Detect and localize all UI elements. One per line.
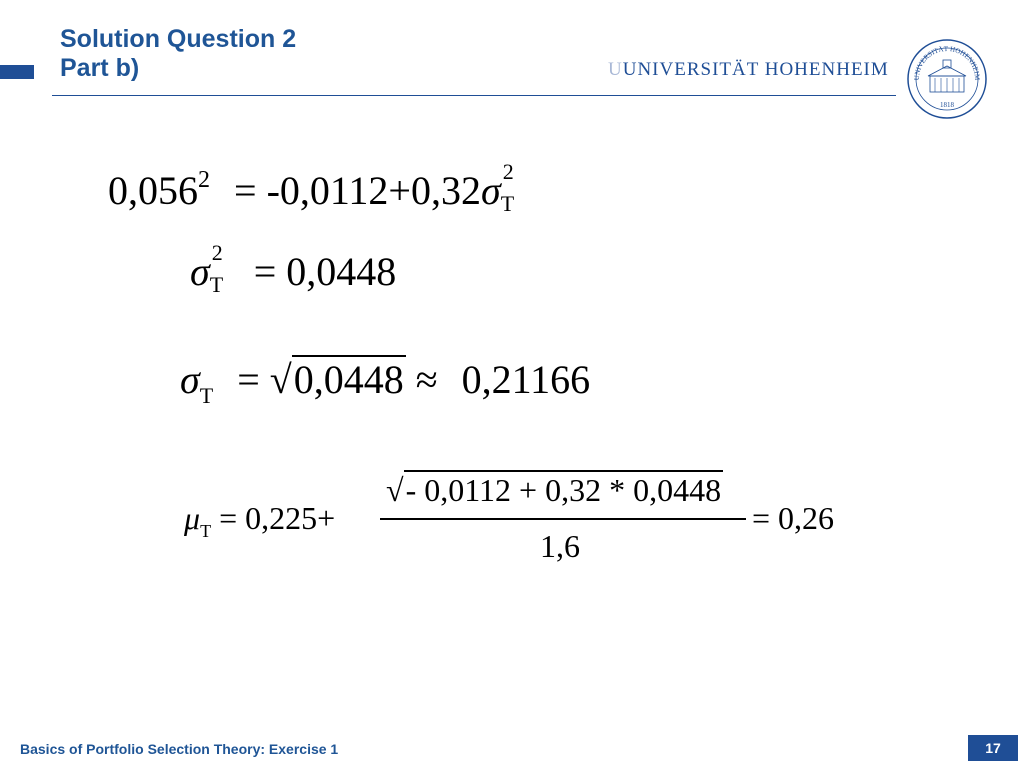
eq1-plus: + xyxy=(388,168,411,213)
footer-title: Basics of Portfolio Selection Theory: Exercise 1 xyxy=(20,741,339,757)
eq3-result: 0,21166 xyxy=(461,357,591,402)
page-number-label: 17 xyxy=(985,740,1001,756)
eq1-sigma-sub: T xyxy=(500,190,515,216)
equation-1 xyxy=(108,150,521,221)
university-mark: U xyxy=(608,59,623,80)
eq1-sigma-exp: 2 xyxy=(502,158,514,184)
eq3-sigma: σ xyxy=(180,357,200,402)
eq2-equals: = xyxy=(253,249,277,294)
eq4-radicand: - 0,0112 + 0,32 * 0,0448 xyxy=(405,472,722,508)
eq3-sigma-sub: T xyxy=(199,383,214,408)
eq1-lhs-exp: 2 xyxy=(198,167,210,193)
eq3-sqrt xyxy=(270,350,406,410)
eq1-sigma: σ xyxy=(480,168,501,213)
eq3-approx: ≈ xyxy=(415,357,438,402)
eq1-lhs-base: 0,056 xyxy=(108,168,198,213)
eq4-radical-icon: √ xyxy=(386,472,404,508)
left-accent-bar xyxy=(0,65,34,79)
eq4-equals: = xyxy=(219,500,238,536)
eq4-const: 0,225 xyxy=(245,500,318,536)
university-wordmark: UNIVERSITÄT HOHENHEIM xyxy=(622,59,889,80)
page-number xyxy=(968,735,1018,761)
seal-year: 1818 xyxy=(940,101,954,109)
title-line-1: Solution Question 2 xyxy=(60,25,297,53)
university-seal-icon xyxy=(906,38,988,120)
eq2-sigma-exp: 2 xyxy=(211,239,223,265)
title-line-2: Part b) xyxy=(60,54,140,82)
eq4-plus: + xyxy=(317,500,336,536)
eq4-mu: μ xyxy=(184,500,201,536)
eq2-value: 0,0448 xyxy=(286,249,397,294)
eq1-coef: 0,32 xyxy=(410,168,481,213)
slide-title xyxy=(60,25,296,83)
eq3-radicand: 0,0448 xyxy=(293,357,404,402)
eq4-fraction-bar xyxy=(380,518,746,520)
header-divider xyxy=(52,95,896,96)
eq4-result: 0,26 xyxy=(778,500,835,536)
eq4-numerator xyxy=(386,472,723,509)
eq3-radical-icon: √ xyxy=(269,357,292,402)
eq4-rhs xyxy=(752,500,834,537)
equation-3 xyxy=(180,350,590,426)
eq1-equals: = xyxy=(234,168,257,213)
eq3-equals: = xyxy=(237,357,260,402)
eq2-sigma-sub: T xyxy=(209,271,224,297)
eq4-lhs xyxy=(184,500,335,542)
equation-2 xyxy=(190,239,397,302)
eq1-rhs-const: -0,0112 xyxy=(266,168,389,213)
eq4-equals-2: = xyxy=(752,500,771,536)
eq4-mu-sub: T xyxy=(200,521,212,541)
eq2-sigma: σ xyxy=(190,249,210,294)
eq4-denominator: 1,6 xyxy=(540,528,580,564)
seal-arc-text: UNIVERSITÄT HOHENHEIM xyxy=(912,44,982,81)
university-name xyxy=(608,59,889,81)
